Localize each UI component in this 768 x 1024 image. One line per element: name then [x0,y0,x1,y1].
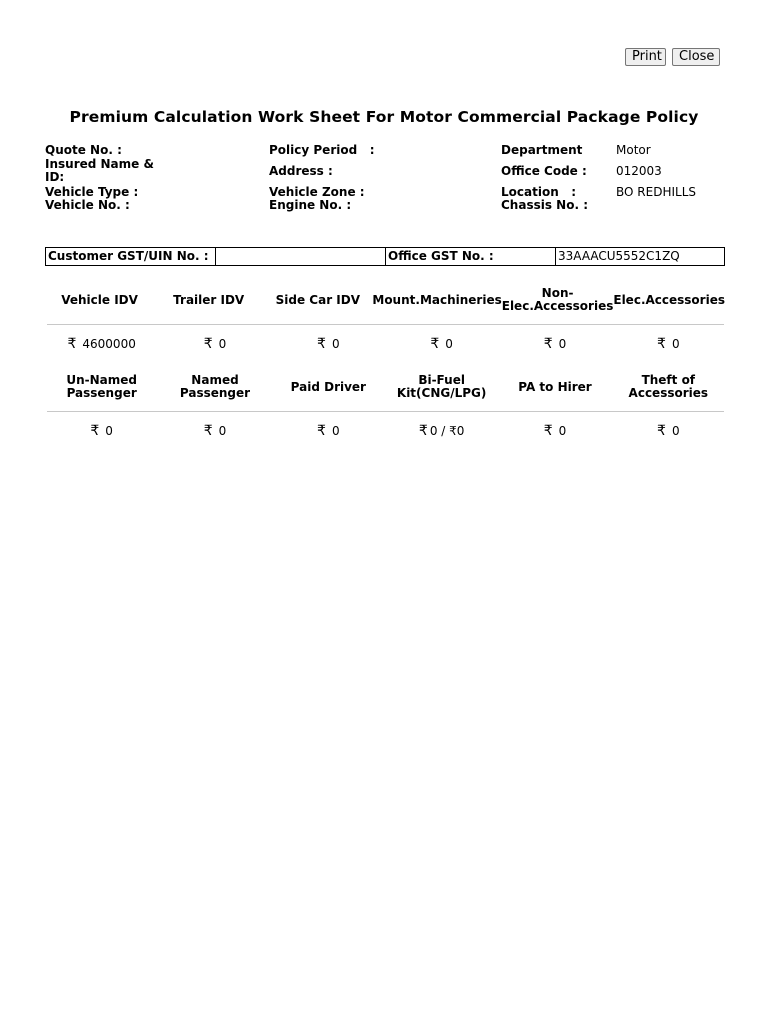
value-theft-of-accessories: ₹ 0 [657,422,680,439]
header-paid-driver: Paid Driver [290,379,366,394]
office-gst-label: Office GST No. : [386,248,556,266]
row2-divider [47,411,724,412]
insured-name-label: Insured Name & [45,157,154,171]
value-mount-machineries: ₹ 0 [430,335,453,352]
print-button[interactable]: Print [625,48,666,66]
page-title: Premium Calculation Work Sheet For Motor Commercial Package Policy [69,108,699,126]
value-elec-accessories: ₹ 0 [657,335,680,352]
value-trailer-idv: ₹ 0 [203,335,227,352]
customer-gst-label: Customer GST/UIN No. : [46,248,216,266]
vehicle-zone-label: Vehicle Zone : [269,185,365,199]
header-bi-fuel-kit: Bi-Fuel Kit(CNG/LPG) [396,373,487,400]
row1-divider [47,324,724,325]
location-value: BO REDHILLS [616,185,696,199]
idv-header-row [45,286,725,314]
passenger-value-row [45,422,725,440]
office-code-value: 012003 [616,164,662,178]
value-paid-driver: ₹ 0 [317,422,340,439]
value-bi-fuel-kit: ₹ 0 / ₹0 [418,422,465,439]
close-button[interactable]: Close [672,48,720,66]
department-value: Motor [616,143,651,157]
value-vehicle-idv: ₹ 4600000 [67,335,136,352]
value-unnamed-passenger: ₹ 0 [90,422,113,439]
header-side-car-idv: Side Car IDV [275,292,360,307]
chassis-no-label: Chassis No. : [501,198,588,212]
engine-no-label: Engine No. : [269,198,352,212]
header-trailer-idv: Trailer IDV [173,292,245,307]
header-elec-accessories: Elec.Accessories [613,292,725,307]
header-named-passenger: Named Passenger [179,373,251,400]
value-non-elec-accessories: ₹ 0 [543,335,567,352]
header-pa-to-hirer: PA to Hirer [518,379,592,394]
gst-table [45,247,725,266]
location-label: Location : [501,185,577,199]
vehicle-no-label: Vehicle No. : [45,198,130,212]
customer-gst-value [216,248,386,266]
header-theft-of-accessories: Theft of Accessories [628,373,709,400]
office-gst-value: 33AAACU5552C1ZQ [556,248,725,266]
office-code-label: Office Code : [501,164,587,178]
header-mount-machineries: Mount.Machineries [372,292,502,307]
department-label: Department [501,143,583,157]
vehicle-type-label: Vehicle Type : [45,185,139,199]
policy-period-label: Policy Period : [269,143,375,157]
header-non-elec-accessories: Non- Elec.Accessories [501,286,614,313]
header-unnamed-passenger: Un-Named Passenger [66,373,137,400]
address-label: Address : [269,164,333,178]
insured-id-label: ID: [45,170,65,184]
header-vehicle-idv: Vehicle IDV [61,292,138,307]
quote-no-label: Quote No. : [45,143,122,157]
value-side-car-idv: ₹ 0 [317,335,340,352]
value-named-passenger: ₹ 0 [203,422,227,439]
idv-value-row [45,335,725,353]
passenger-header-row [45,373,725,401]
value-pa-to-hirer: ₹ 0 [543,422,567,439]
